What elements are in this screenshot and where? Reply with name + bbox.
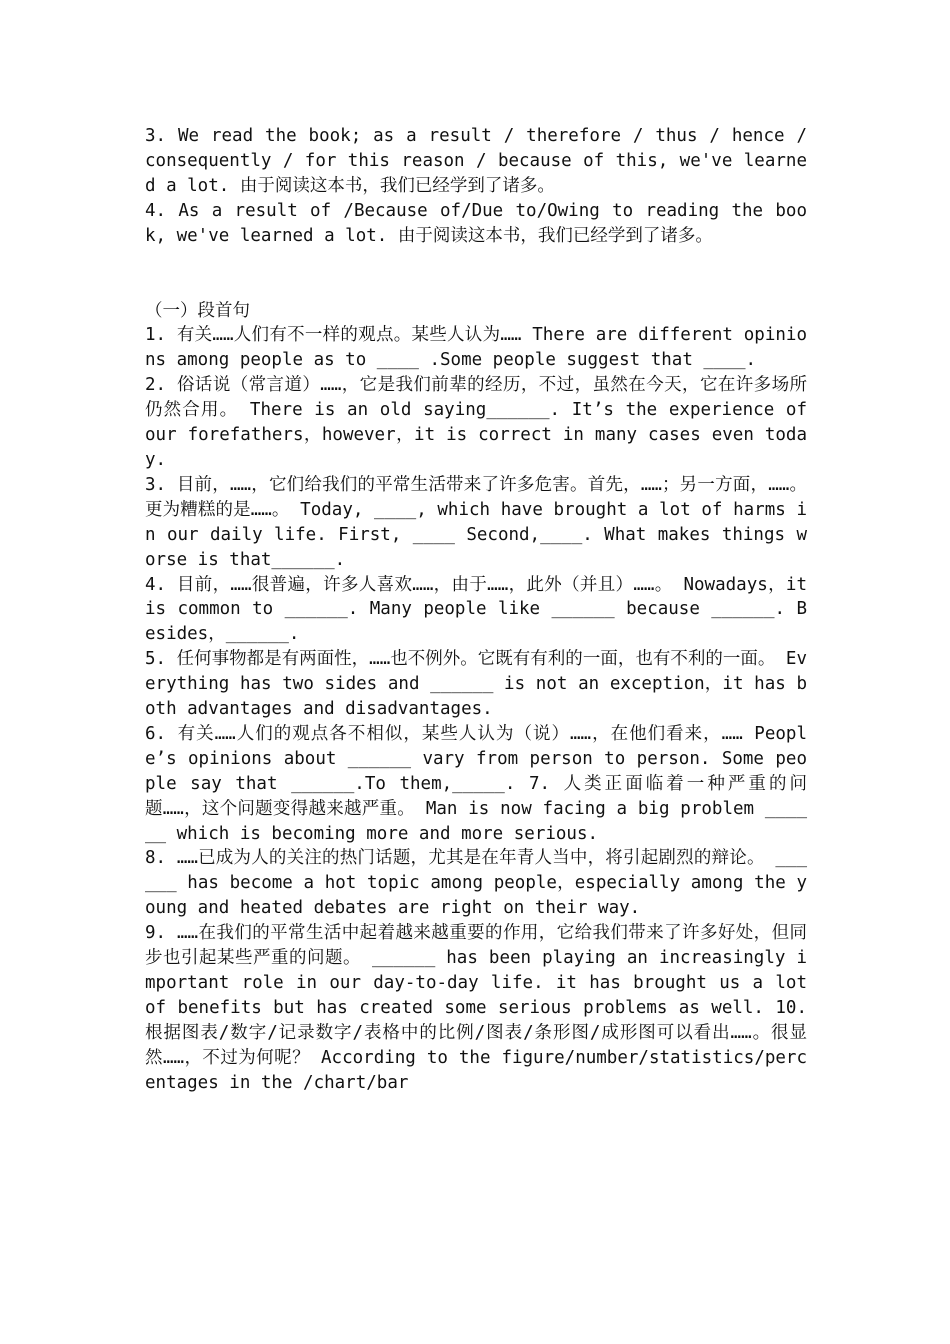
sentence-item-8: 8. ……已成为人的关注的热门话题，尤其是在年青人当中，将引起剧烈的辩论。 ______ has become a hot topic among people，especially among the young and heated debates are right on their way.	[145, 848, 807, 919]
intro-paragraph-3: 3. We read the book; as a result / therefore / thus / hence / consequently / for this reason / because of this, we've learned a lot. 由于阅读这本书，我们已经学到了诸多。	[145, 126, 807, 196]
sentence-item-3: 3. 目前，……，它们给我们的平常生活带来了许多危害。首先，……；另一方面，……。更为糟糕的是……。 Today, ____, which have brought a lot of harms in our daily life. First, ____ Second,____. What makes things worse is that______.	[145, 474, 807, 570]
document-body	[145, 124, 807, 1096]
sentence-item-1: 1. 有关……人们有不一样的观点。某些人认为…… There are different opinions among people as to ____ .Some people suggest that ____.	[145, 325, 807, 371]
sentence-item-2: 2. 俗话说（常言道）……，它是我们前辈的经历，不过，虽然在今天，它在许多场所仍然合用。 There is an old saying______. It’s the experience of our forefathers，however，it is correct in many cases even today.	[145, 375, 807, 470]
intro-paragraph-4: 4. As a result of /Because of/Due to/Owing to reading the book, we've learned a lot. 由于阅读这本书，我们已经学到了诸多。	[145, 200, 807, 246]
sentence-item-4: 4. 目前，……很普遍，许多人喜欢……，由于……，此外（并且）……。 Nowadays，it is common to ______. Many people like ______ because ______. Besides，______.	[145, 574, 807, 645]
blank-space	[145, 249, 807, 299]
sentence-item-6-7: 6. 有关……人们的观点各不相似，某些人认为（说）……，在他们看来，…… People’s opinions about ______ vary from person to person. Some people say that ______.To them,_____. 7. 人类正面临着一种严重的问题……，这个问题变得越来越严重。 Man is now facing a big problem ______ which is becoming more and more serious.	[145, 723, 807, 844]
sentence-item-9-10: 9. ……在我们的平常生活中起着越来越重要的作用，它给我们带来了许多好处，但同步也引起某些严重的问题。 ______ has been playing an increasingly important role in our day-to-day life. it has brought us a lot of benefits but has created some serious problems as well. 10. 根据图表/数字/记录数字/表格中的比例/图表/条形图/成形图可以看出……。很显然……，不过为何呢？ According to the figure/number/statistics/percentages in the /chart/bar	[145, 923, 807, 1093]
sentence-item-5: 5. 任何事物都是有两面性，……也不例外。它既有有利的一面，也有不利的一面。 Everything has two sides and ______ is not an exception，it has both advantages and disadvantages.	[145, 649, 807, 720]
section-title: （一）段首句	[145, 300, 250, 321]
